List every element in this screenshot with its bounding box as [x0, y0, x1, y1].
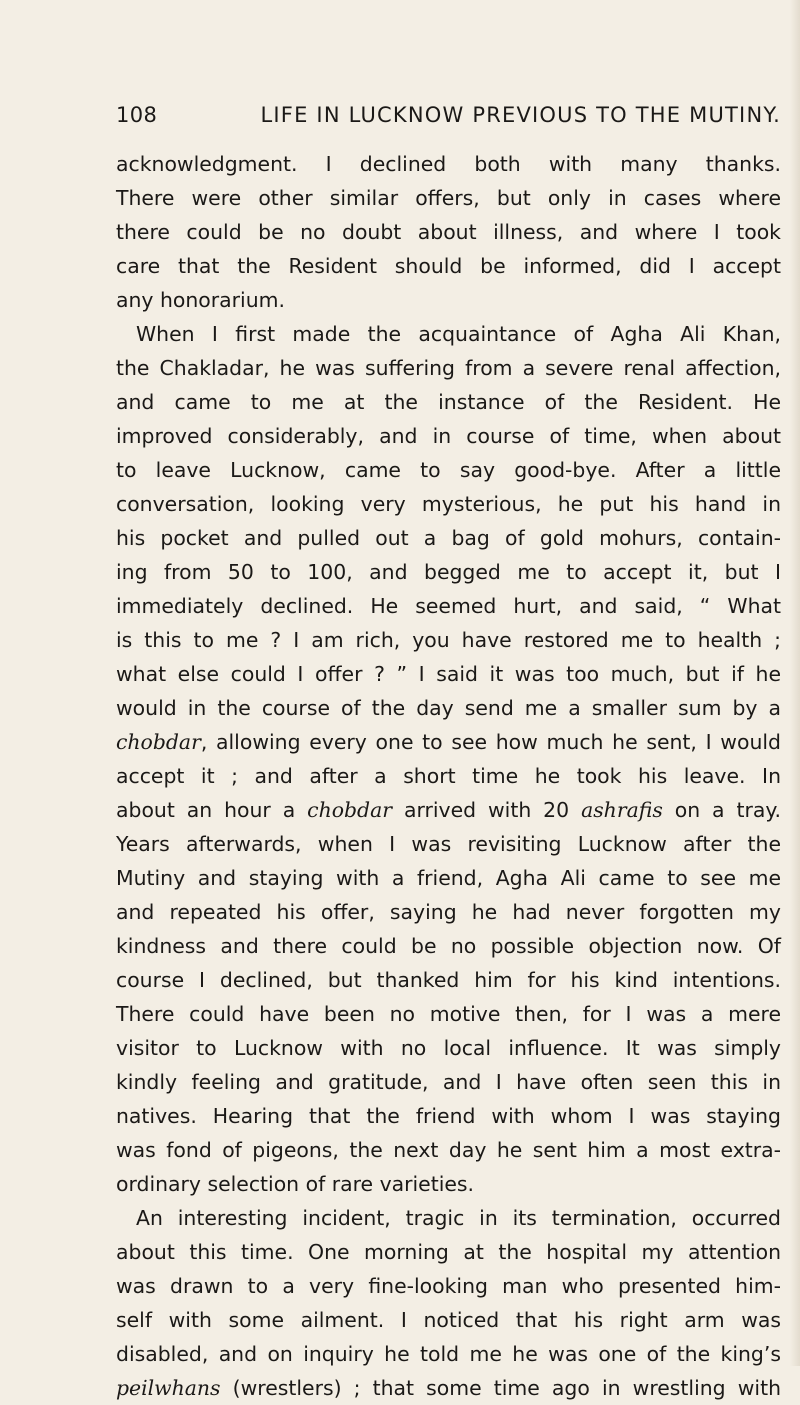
text-segment: about an hour a: [116, 798, 308, 822]
text-line: the Chakladar, he was suffering from a severe renal affection,: [116, 356, 781, 380]
text-segment: , allowing every one to see how much he sent, I would: [200, 730, 781, 754]
running-head: [116, 103, 781, 133]
text-line: An interesting incident, tragic in its termination, occurred: [136, 1206, 781, 1230]
text-line: there could be no doubt about illness, and where I took: [116, 220, 781, 244]
text-line: [116, 1371, 781, 1405]
page-edge-shadow: [790, 0, 800, 1366]
text-line: ing from 50 to 100, and begged me to accept it, but I: [116, 560, 781, 584]
italic-term: chobdar: [307, 798, 393, 822]
text-line: what else could I offer ? ” I said it was too much, but if he: [116, 662, 781, 686]
text-line: course I declined, but thanked him for his kind intentions.: [116, 968, 781, 992]
text-line: self with some ailment. I noticed that his right arm was: [116, 1308, 781, 1332]
text-line: conversation, looking very mysterious, he put his hand in: [116, 492, 781, 516]
text-line: Years afterwards, when I was revisiting Lucknow after the: [116, 832, 781, 856]
text-line: natives. Hearing that the friend with whom I was staying: [116, 1104, 781, 1128]
text-line: care that the Resident should be informed, did I accept: [116, 254, 781, 278]
text-line: to leave Lucknow, came to say good-bye. After a little: [116, 458, 781, 482]
text-line: and came to me at the instance of the Resident. He: [116, 390, 781, 414]
text-line: When I first made the acquaintance of Agha Ali Khan,: [136, 322, 781, 346]
text-line: was fond of pigeons, the next day he sent him a most extra-: [116, 1138, 781, 1162]
running-title: LIFE IN LUCKNOW PREVIOUS TO THE MUTINY.: [260, 103, 781, 127]
text-line: visitor to Lucknow with no local influence. It was simply: [116, 1036, 781, 1060]
text-line: is this to me ? I am rich, you have restored me to health ;: [116, 628, 781, 652]
text-segment: arrived with 20: [392, 798, 582, 822]
text-line: kindly feeling and gratitude, and I have often seen this in: [116, 1070, 781, 1094]
text-line: immediately declined. He seemed hurt, and said, “ What: [116, 594, 781, 618]
body-text: [116, 147, 781, 1405]
text-line: was drawn to a very fine-looking man who presented him-: [116, 1274, 781, 1298]
page-number: 108: [116, 103, 158, 127]
text-line: kindness and there could be no possible objection now. Of: [116, 934, 781, 958]
text-line: [116, 725, 781, 759]
text-line: his pocket and pulled out a bag of gold mohurs, contain-: [116, 526, 781, 550]
text-line: acknowledgment. I declined both with many thanks.: [116, 152, 781, 176]
text-line: [116, 793, 781, 827]
text-line: any honorarium.: [116, 288, 285, 312]
text-line: improved considerably, and in course of time, when about: [116, 424, 781, 448]
italic-term: ashrafis: [581, 798, 663, 822]
text-segment: (wrestlers) ; that some time ago in wrestling with: [220, 1376, 781, 1400]
text-line: ordinary selection of rare varieties.: [116, 1172, 475, 1196]
text-line: accept it ; and after a short time he took his leave. In: [116, 764, 781, 788]
text-line: and repeated his offer, saying he had never forgotten my: [116, 900, 781, 924]
text-line: disabled, and on inquiry he told me he was one of the king’s: [116, 1342, 781, 1366]
text-segment: on a tray.: [662, 798, 781, 822]
italic-term: peilwhans: [116, 1376, 221, 1400]
italic-term: chobdar: [116, 730, 201, 754]
text-line: Mutiny and staying with a friend, Agha Ali came to see me: [116, 866, 781, 890]
text-line: would in the course of the day send me a smaller sum by a: [116, 696, 781, 720]
text-line: about this time. One morning at the hospital my attention: [116, 1240, 781, 1264]
text-line: There could have been no motive then, for I was a mere: [116, 1002, 781, 1026]
text-line: There were other similar offers, but only in cases where: [116, 186, 781, 210]
